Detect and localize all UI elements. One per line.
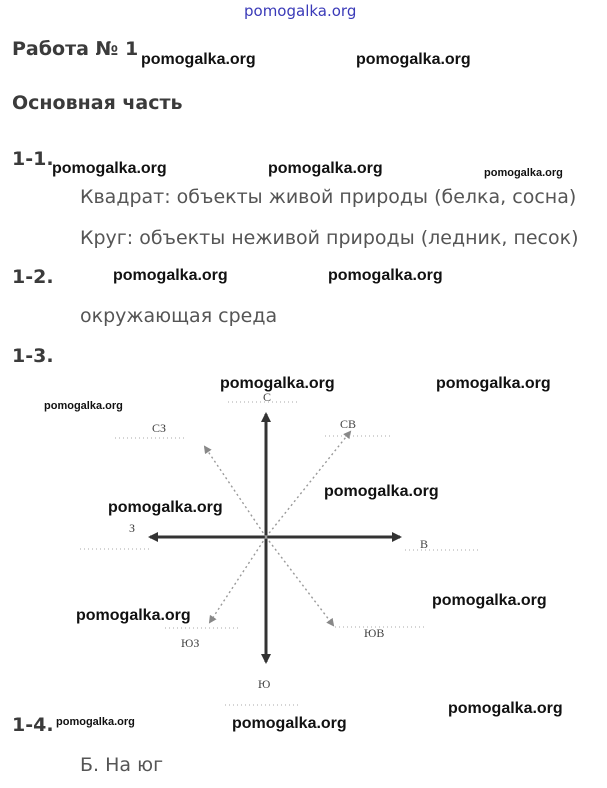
watermark: pomogalka.org xyxy=(484,167,563,179)
page-title: Работа № 1 xyxy=(12,38,139,60)
watermark: pomogalka.org xyxy=(220,375,335,392)
watermark: pomogalka.org xyxy=(56,716,135,728)
watermark: pomogalka.org xyxy=(52,160,167,177)
watermark: pomogalka.org xyxy=(448,700,563,717)
task-1-1-answer-square: Квадрат: объекты живой природы (белка, сосна) xyxy=(80,186,577,208)
task-1-2-answer: окружающая среда xyxy=(80,305,278,327)
watermark: pomogalka.org xyxy=(268,160,383,177)
site-header-link[interactable]: pomogalka.org xyxy=(244,2,357,20)
southeast-arrow xyxy=(266,537,333,625)
label-north: С xyxy=(263,390,272,404)
watermark: pomogalka.org xyxy=(44,400,123,412)
label-southwest: ЮЗ xyxy=(181,636,200,650)
watermark: pomogalka.org xyxy=(141,51,256,68)
task-1-1-number: 1-1. xyxy=(12,148,54,170)
task-1-1-answer-circle: Круг: объекты неживой природы (ледник, песок) xyxy=(80,227,579,249)
watermark: pomogalka.org xyxy=(324,483,439,500)
label-southeast: ЮВ xyxy=(364,626,385,640)
task-1-4-answer: Б. На юг xyxy=(80,754,164,776)
watermark: pomogalka.org xyxy=(108,499,223,516)
task-1-3-number: 1-3. xyxy=(12,345,54,367)
watermark: pomogalka.org xyxy=(232,715,347,732)
watermark: pomogalka.org xyxy=(76,607,191,624)
watermark: pomogalka.org xyxy=(436,375,551,392)
watermark: pomogalka.org xyxy=(432,592,547,609)
southwest-arrow xyxy=(210,537,266,622)
task-1-2-number: 1-2. xyxy=(12,266,54,288)
watermark: pomogalka.org xyxy=(113,267,228,284)
label-east: В xyxy=(420,537,429,551)
label-south: Ю xyxy=(258,677,271,691)
label-northwest: СЗ xyxy=(152,421,167,435)
northwest-arrow xyxy=(205,447,266,537)
section-heading: Основная часть xyxy=(12,92,183,114)
label-west: З xyxy=(129,521,136,535)
label-northeast: СВ xyxy=(340,417,357,431)
watermark: pomogalka.org xyxy=(356,51,471,68)
watermark: pomogalka.org xyxy=(328,267,443,284)
task-1-4-number: 1-4. xyxy=(12,714,54,736)
